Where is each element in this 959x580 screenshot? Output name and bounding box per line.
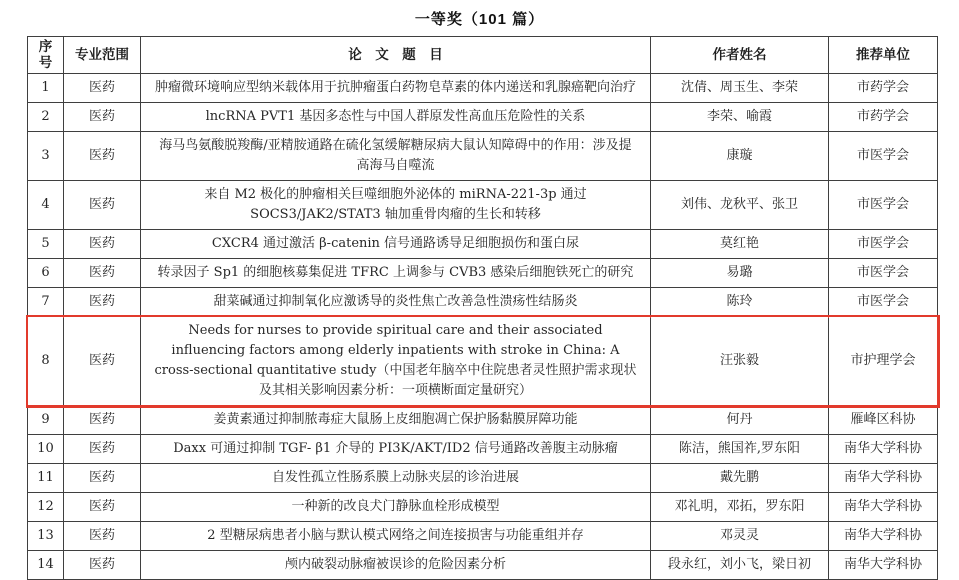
table-row bbox=[28, 435, 938, 464]
cell-field: 医药 bbox=[64, 435, 141, 464]
cell-unit: 市医学会 bbox=[829, 230, 938, 259]
cell-authors: 易璐 bbox=[651, 259, 829, 288]
table-row bbox=[28, 74, 938, 103]
cell-authors: 康璇 bbox=[651, 132, 829, 181]
cell-title: CXCR4 通过激活 β-catenin 信号通路诱导足细胞损伤和蛋白尿 bbox=[141, 230, 651, 259]
cell-field: 医药 bbox=[64, 493, 141, 522]
header-title: 论 文 题 目 bbox=[141, 37, 651, 74]
cell-unit: 市药学会 bbox=[829, 74, 938, 103]
cell-no: 3 bbox=[28, 132, 64, 181]
cell-title: 姜黄素通过抑制脓毒症大鼠肠上皮细胞凋亡保护肠黏膜屏障功能 bbox=[141, 406, 651, 435]
cell-unit: 市医学会 bbox=[829, 288, 938, 317]
cell-no: 4 bbox=[28, 181, 64, 230]
header-unit: 推荐单位 bbox=[829, 37, 938, 74]
cell-field: 医药 bbox=[64, 103, 141, 132]
cell-field: 医药 bbox=[64, 230, 141, 259]
cell-field: 医药 bbox=[64, 464, 141, 493]
page-title: 一等奖（101 篇） bbox=[414, 11, 545, 28]
cell-authors: 沈倩、周玉生、李荣 bbox=[651, 74, 829, 103]
cell-field: 医药 bbox=[64, 522, 141, 551]
table-header bbox=[28, 37, 938, 74]
cell-field: 医药 bbox=[64, 181, 141, 230]
cell-unit: 南华大学科协 bbox=[829, 493, 938, 522]
cell-no: 10 bbox=[28, 435, 64, 464]
table-row bbox=[28, 288, 938, 317]
header-field: 专业范围 bbox=[64, 37, 141, 74]
cell-field: 医药 bbox=[64, 132, 141, 181]
cell-no: 2 bbox=[28, 103, 64, 132]
cell-authors: 刘伟、龙秋平、张卫 bbox=[651, 181, 829, 230]
cell-title: Needs for nurses to provide spiritual care and their associated influencing factors among elderly inpatients with stroke in China: A cross-sectional quantitative study（中国老年脑卒中住院患者灵性照护需求现状及其相关影响因素分析：一项横断面定量研究） bbox=[141, 317, 651, 406]
cell-no: 7 bbox=[28, 288, 64, 317]
award-table bbox=[27, 36, 938, 580]
table-row-highlighted bbox=[28, 317, 938, 406]
table-body bbox=[28, 74, 938, 580]
cell-no: 12 bbox=[28, 493, 64, 522]
cell-field: 医药 bbox=[64, 259, 141, 288]
cell-no: 9 bbox=[28, 406, 64, 435]
cell-title: 颅内破裂动脉瘤被误诊的危险因素分析 bbox=[141, 551, 651, 580]
cell-authors: 何丹 bbox=[651, 406, 829, 435]
cell-authors: 戴先鹏 bbox=[651, 464, 829, 493]
cell-title: 转录因子 Sp1 的细胞核募集促进 TFRC 上调参与 CVB3 感染后细胞铁死亡的研究 bbox=[141, 259, 651, 288]
table-row bbox=[28, 522, 938, 551]
cell-title: 自发性孤立性肠系膜上动脉夹层的诊治进展 bbox=[141, 464, 651, 493]
cell-no: 11 bbox=[28, 464, 64, 493]
cell-authors: 段永红，刘小飞，梁日初 bbox=[651, 551, 829, 580]
cell-authors: 汪张毅 bbox=[651, 317, 829, 406]
cell-field: 医药 bbox=[64, 74, 141, 103]
cell-unit: 市护理学会 bbox=[829, 317, 938, 406]
table-row bbox=[28, 406, 938, 435]
cell-no: 8 bbox=[28, 317, 64, 406]
table-row bbox=[28, 551, 938, 580]
cell-title: 来自 M2 极化的肿瘤相关巨噬细胞外泌体的 miRNA-221-3p 通过 SOCS3/JAK2/STAT3 轴加重骨肉瘤的生长和转移 bbox=[141, 181, 651, 230]
table-row bbox=[28, 181, 938, 230]
cell-field: 医药 bbox=[64, 406, 141, 435]
cell-authors: 邓灵灵 bbox=[651, 522, 829, 551]
cell-no: 5 bbox=[28, 230, 64, 259]
cell-authors: 李荣、喻霞 bbox=[651, 103, 829, 132]
cell-no: 13 bbox=[28, 522, 64, 551]
cell-authors: 邓礼明，邓拓，罗东阳 bbox=[651, 493, 829, 522]
cell-title: Daxx 可通过抑制 TGF- β1 介导的 PI3K/AKT/ID2 信号通路改善腹主动脉瘤 bbox=[141, 435, 651, 464]
table-row bbox=[28, 464, 938, 493]
cell-title: 甜菜碱通过抑制氧化应激诱导的炎性焦亡改善急性溃疡性结肠炎 bbox=[141, 288, 651, 317]
cell-unit: 市医学会 bbox=[829, 259, 938, 288]
cell-title: 海马鸟氨酸脱羧酶/亚精胺通路在硫化氢缓解糖尿病大鼠认知障碍中的作用：涉及提高海马自噬流 bbox=[141, 132, 651, 181]
cell-field: 医药 bbox=[64, 288, 141, 317]
table-row bbox=[28, 103, 938, 132]
cell-field: 医药 bbox=[64, 551, 141, 580]
cell-title: 2 型糖尿病患者小脑与默认模式网络之间连接损害与功能重组并存 bbox=[141, 522, 651, 551]
cell-unit: 南华大学科协 bbox=[829, 551, 938, 580]
cell-authors: 陈玲 bbox=[651, 288, 829, 317]
header-row bbox=[28, 37, 938, 74]
table-row bbox=[28, 259, 938, 288]
cell-field: 医药 bbox=[64, 317, 141, 406]
table-row bbox=[28, 493, 938, 522]
cell-unit: 雁峰区科协 bbox=[829, 406, 938, 435]
cell-no: 6 bbox=[28, 259, 64, 288]
cell-unit: 市医学会 bbox=[829, 181, 938, 230]
table-row bbox=[28, 132, 938, 181]
cell-title: 肿瘤微环境响应型纳米载体用于抗肿瘤蛋白药物皂草素的体内递送和乳腺癌靶向治疗 bbox=[141, 74, 651, 103]
cell-unit: 南华大学科协 bbox=[829, 435, 938, 464]
cell-unit: 南华大学科协 bbox=[829, 464, 938, 493]
cell-title: lncRNA PVT1 基因多态性与中国人群原发性高血压危险性的关系 bbox=[141, 103, 651, 132]
header-authors: 作者姓名 bbox=[651, 37, 829, 74]
cell-unit: 市药学会 bbox=[829, 103, 938, 132]
header-no: 序号 bbox=[28, 37, 64, 74]
cell-authors: 莫红艳 bbox=[651, 230, 829, 259]
cell-authors: 陈洁，熊国祚,罗东阳 bbox=[651, 435, 829, 464]
cell-unit: 市医学会 bbox=[829, 132, 938, 181]
cell-title: 一种新的改良犬门静脉血栓形成模型 bbox=[141, 493, 651, 522]
table-row bbox=[28, 230, 938, 259]
cell-no: 1 bbox=[28, 74, 64, 103]
cell-no: 14 bbox=[28, 551, 64, 580]
cell-unit: 南华大学科协 bbox=[829, 522, 938, 551]
